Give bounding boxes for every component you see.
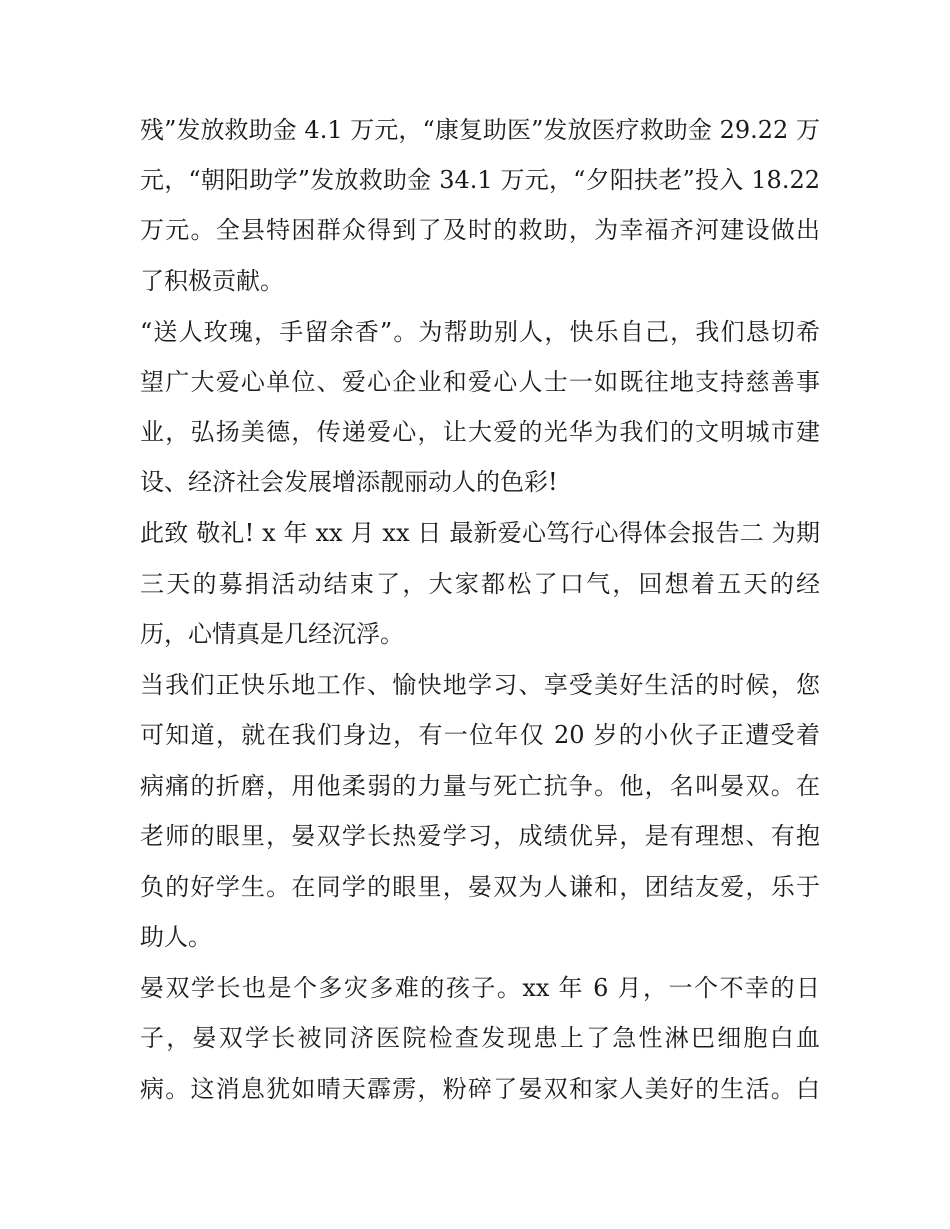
text-line: 元，“朝阳助学”发放救助金 34.1 万元，“夕阳扶老”投入 18.22 xyxy=(140,166,820,194)
text-line: 万元。全县特困群众得到了及时的救助，为幸福齐河建设做出 xyxy=(140,216,820,244)
text-line: 业，弘扬美德，传递爱心，让大爱的光华为我们的文明城市建 xyxy=(140,418,820,446)
text-line: 病痛的折磨，用他柔弱的力量与死亡抗争。他，名叫晏双。在 xyxy=(140,772,820,800)
text-line: 三天的募捐活动结束了，大家都松了口气，回想着五天的经 xyxy=(140,570,820,598)
text-line: 负的好学生。在同学的眼里，晏双为人谦和，团结友爱，乐于 xyxy=(140,873,820,901)
text-line: 子，晏双学长被同济医院检查发现患上了急性淋巴细胞白血 xyxy=(140,1024,820,1052)
text-line: 残”发放救助金 4.1 万元，“康复助医”发放医疗救助金 29.22 万 xyxy=(140,116,820,144)
text-line: 助人。 xyxy=(140,923,212,951)
text-line: 病。这消息犹如晴天霹雳，粉碎了晏双和家人美好的生活。白 xyxy=(140,1075,820,1103)
text-line: 可知道，就在我们身边，有一位年仅 20 岁的小伙子正遭受着 xyxy=(140,721,820,749)
text-line: 设、经济社会发展增添靓丽动人的色彩! xyxy=(140,468,558,496)
text-line: 了积极贡献。 xyxy=(140,267,284,295)
text-line: 望广大爱心单位、爱心企业和爱心人士一如既往地支持慈善事 xyxy=(140,368,820,396)
text-line: 晏双学长也是个多灾多难的孩子。xx 年 6 月，一个不幸的日 xyxy=(140,974,820,1002)
text-line: “送人玫瑰，手留余香”。为帮助别人，快乐自己，我们恳切希 xyxy=(140,318,820,346)
text-line: 此致 敬礼! x 年 xx 月 xx 日 最新爱心笃行心得体会报告二 为期 xyxy=(140,519,820,547)
text-line: 当我们正快乐地工作、愉快地学习、享受美好生活的时候，您 xyxy=(140,671,820,699)
text-line: 历，心情真是几经沉浮。 xyxy=(140,620,404,648)
text-line: 老师的眼里，晏双学长热爱学习，成绩优异，是有理想、有抱 xyxy=(140,822,820,850)
